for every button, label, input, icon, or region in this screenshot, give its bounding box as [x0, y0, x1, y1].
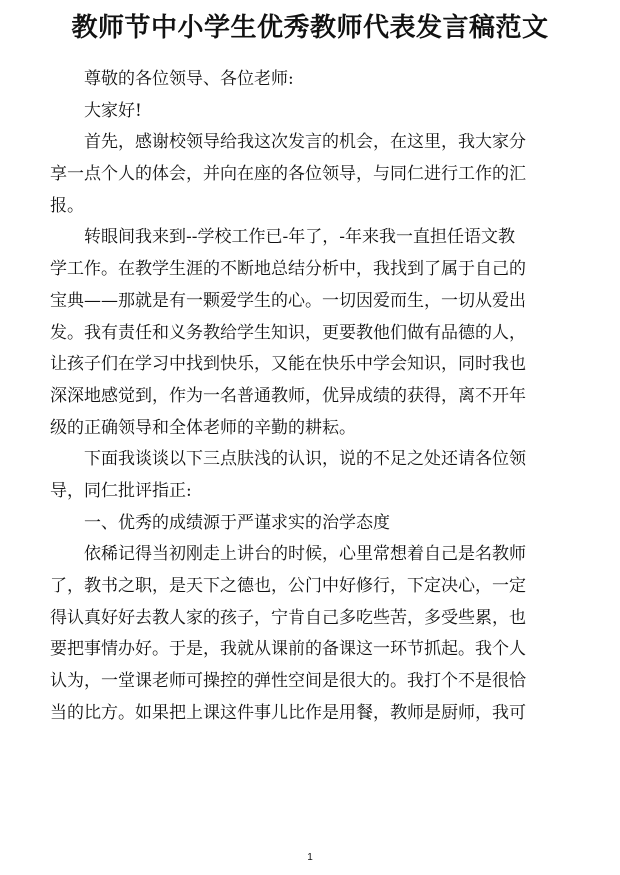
paragraph-line: 深深地感觉到，作为一名普通教师，优异成绩的获得，离不开年 — [50, 385, 526, 406]
greeting-line: 大家好! — [84, 100, 142, 121]
paragraph-line: 宝典——那就是有一颗爱学生的心。一切因爱而生，一切从爱出 — [50, 290, 526, 311]
paragraph-line: 级的正确领导和全体老师的辛勤的耕耘。 — [50, 417, 356, 438]
document-title: 教师节中小学生优秀教师代表发言稿范文 — [71, 13, 549, 43]
paragraph-line: 了，教书之职，是天下之德也，公门中好修行，下定决心，一定 — [50, 576, 526, 596]
page-number: 1 — [307, 852, 313, 863]
document-body — [50, 64, 578, 729]
paragraph-line: 发。我有责任和义务教给学生知识，更要教他们做有品德的人， — [50, 322, 526, 343]
paragraph-line: 导，同仁批评指正: — [50, 480, 192, 501]
salutation-line: 尊敬的各位领导、各位老师: — [84, 69, 294, 89]
paragraph-line: 学工作。在教学生涯的不断地总结分析中，我找到了属于自己的 — [50, 259, 526, 280]
paragraph-line: 得认真好好去教人家的孩子，宁肯自己多吃些苦，多受些累，也 — [50, 607, 526, 628]
paragraph-line: 认为，一堂课老师可操控的弹性空间是很大的。我打个不是很恰 — [50, 671, 526, 692]
paragraph-line: 当的比方。如果把上课这件事儿比作是用餐，教师是厨师，我可 — [50, 702, 526, 723]
paragraph-line: 报。 — [50, 195, 84, 216]
paragraph-line: 首先，感谢校领导给我这次发言的机会，在这里，我大家分 — [84, 132, 526, 153]
paragraph-line: 享一点个人的体会，并向在座的各位领导，与同仁进行工作的汇 — [50, 164, 526, 185]
paragraph-line: 要把事情办好。于是，我就从课前的备课这一环节抓起。我个人 — [50, 639, 526, 660]
paragraph-line: 转眼间我来到--学校工作已-年了，-年来我一直担任语文教 — [84, 227, 515, 248]
paragraph-line: 让孩子们在学习中找到快乐，又能在快乐中学会知识，同时我也 — [50, 354, 526, 375]
paragraph-line: 依稀记得当初刚走上讲台的时候，心里常想着自己是名教师 — [84, 544, 526, 565]
paragraph-line: 下面我谈谈以下三点肤浅的认识，说的不足之处还请各位领 — [84, 449, 526, 470]
section-heading: 一、优秀的成绩源于严谨求实的治学态度 — [84, 512, 390, 533]
